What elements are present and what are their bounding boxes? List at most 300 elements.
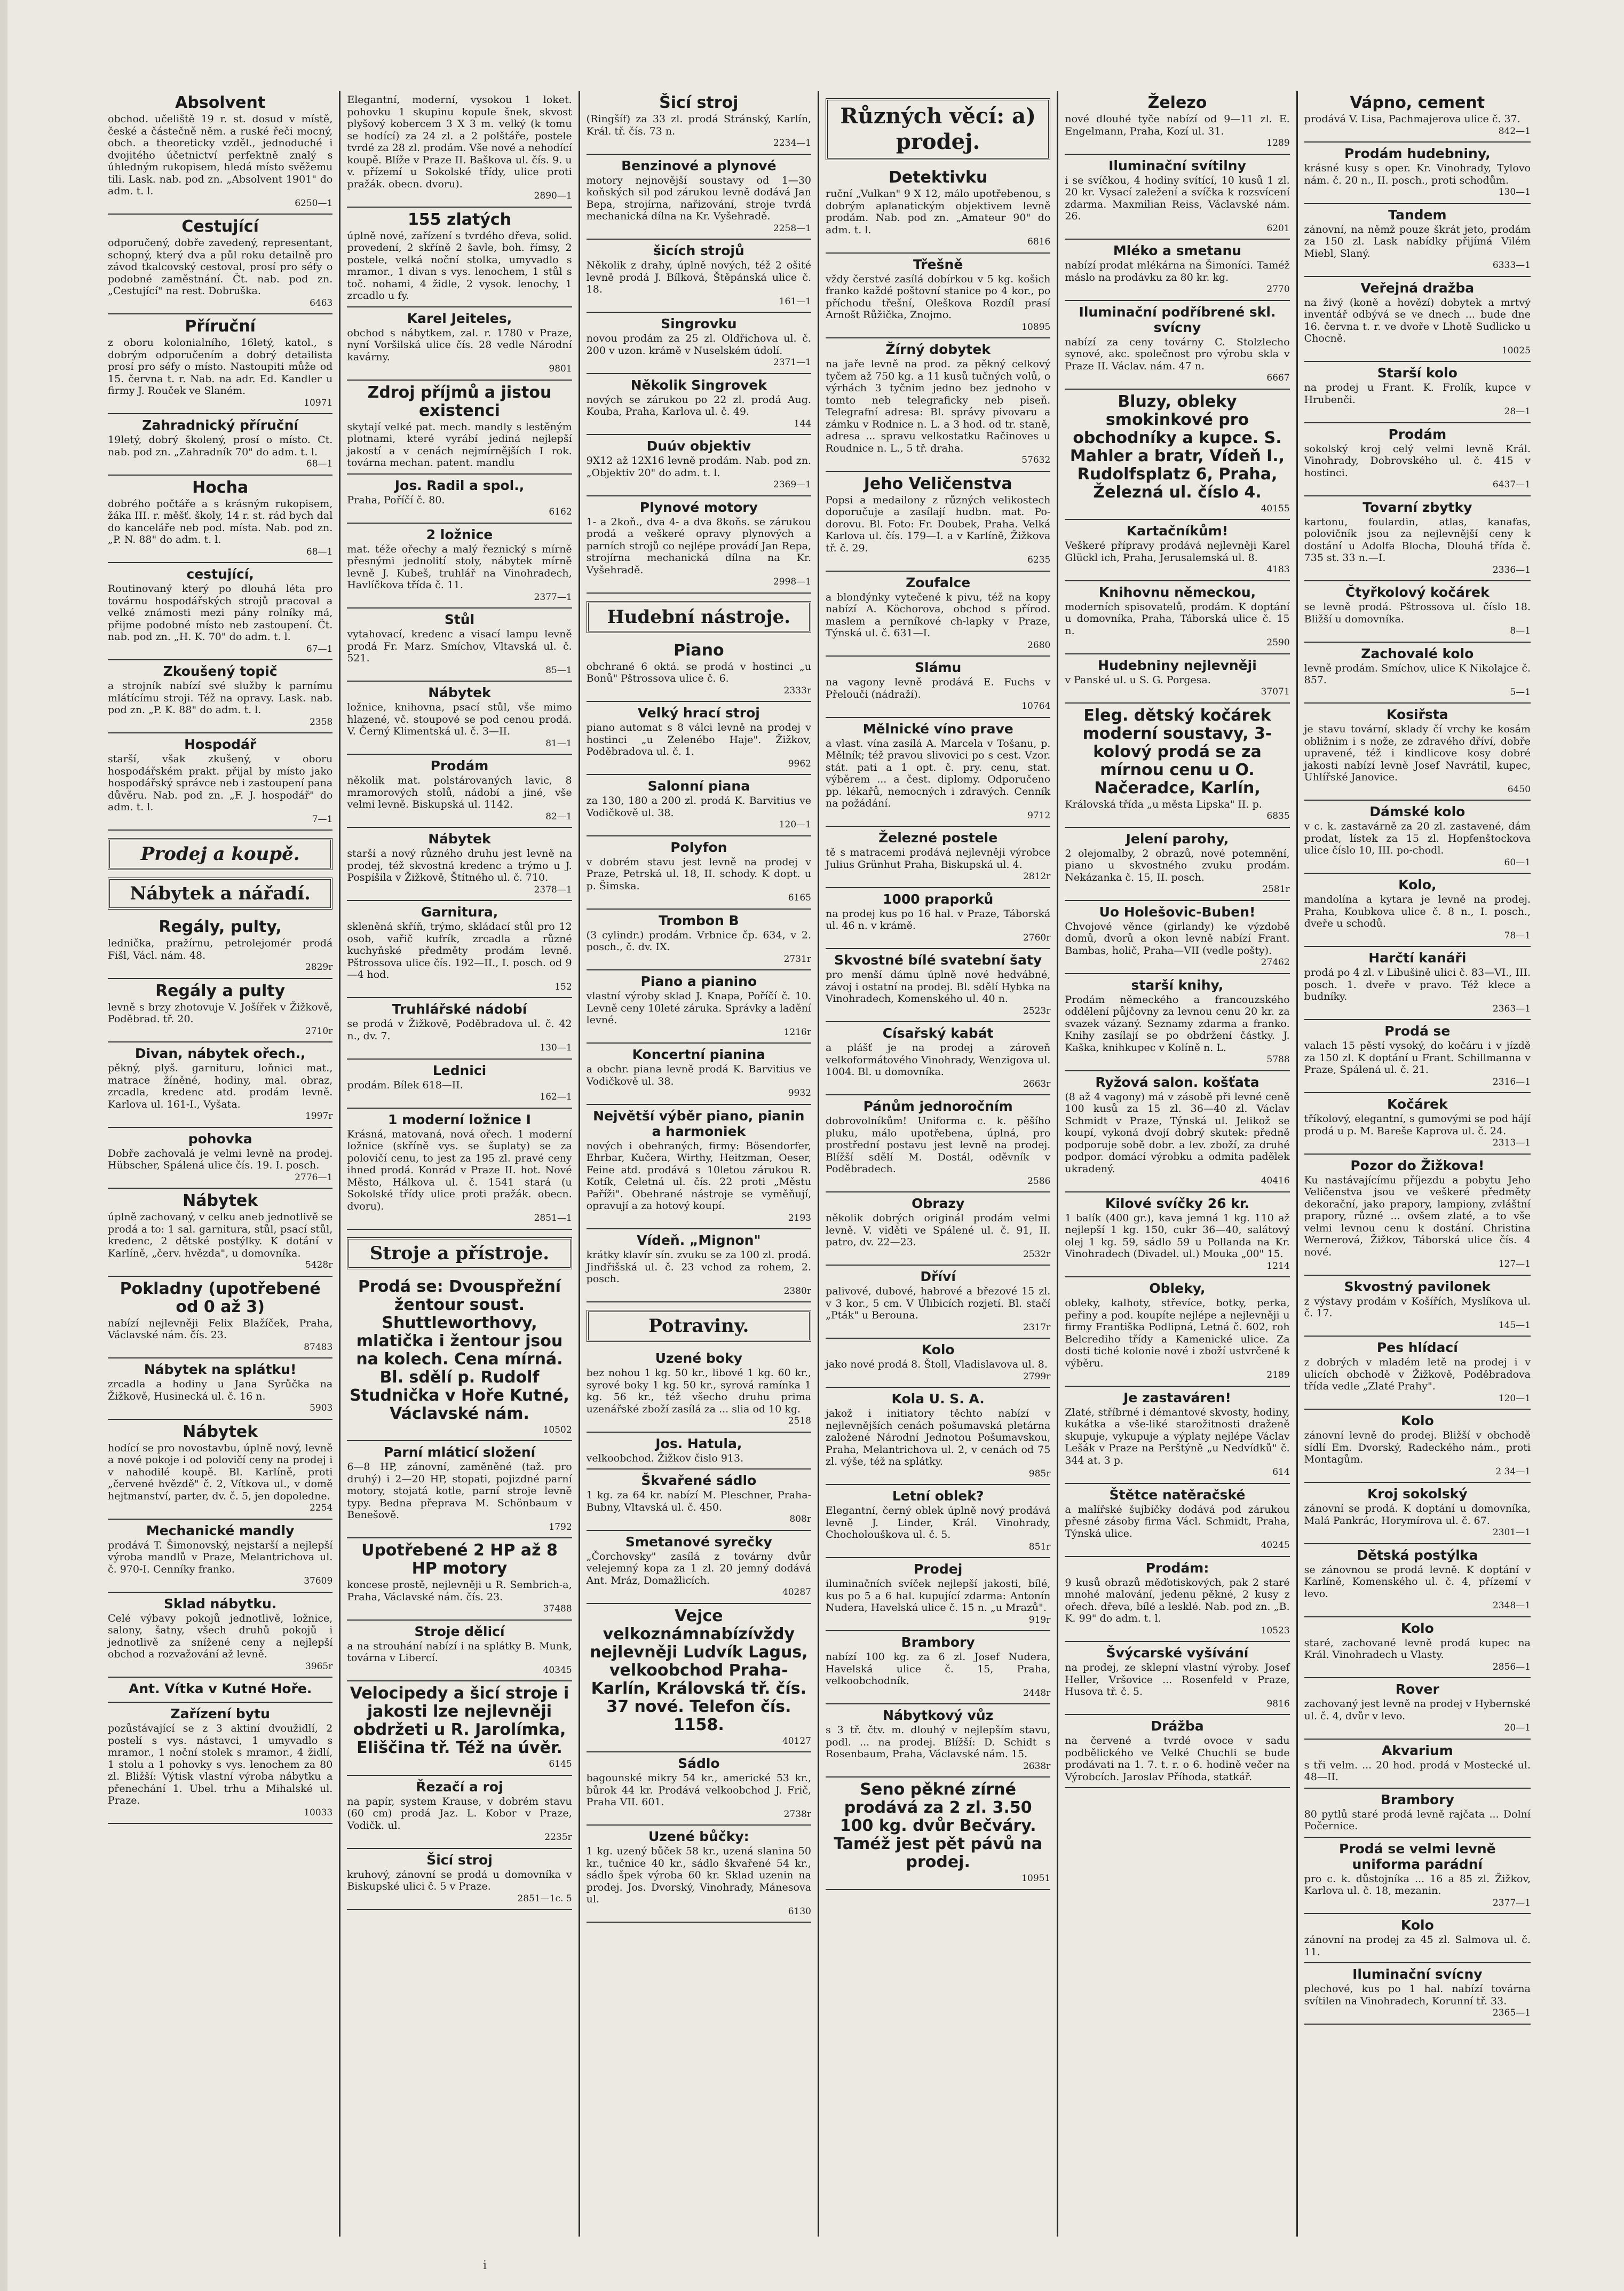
- ad-body: prodává T. Šimonovský, nejstarší a nejlepší výroba mandlů v Praze, Melantrichova ul. č. 970-I. Cenníky franko.: [108, 1539, 333, 1575]
- ad-headline: Iluminační svícny: [1352, 1966, 1483, 1982]
- ad-reference-number: 6437—1: [1492, 479, 1531, 490]
- ad-reference-number: 6835: [1266, 811, 1290, 821]
- ad-body: 2 olejomalby, 2 obrazů, nové potemnění, piano u skvostného zvuku prodám. Nekázanka č. 15, II. posch.: [1065, 847, 1290, 883]
- ad-body: v c. k. zastavárně za 20 zl. zastavené, dám prodat, lístek za 15 zl. Hopfenštockova ulice číslo 10, III. po-chodl.: [1304, 820, 1531, 856]
- classified-ad: [1065, 1642, 1289, 1715]
- ad-body: několik dobrých originál prodám velmi levně. V. viděti ve Spálené ul. č. 91, II. patro, dv. 22—23.: [826, 1212, 1051, 1248]
- ad-body: zánovní na prodej za 45 zl. Salmova ul. č. 11.: [1304, 1934, 1531, 1958]
- ad-headline: Brambory: [901, 1634, 975, 1650]
- ad-body: zánovní se prodá. K doptání u domovníka, Malá Pankrác, Horymírova ul. č. 67.: [1304, 1503, 1531, 1527]
- ad-reference-number: 87483: [304, 1341, 333, 1353]
- ad-headline: Zdroj příjmů a jistou existenci: [367, 383, 552, 420]
- ad-headline: Žírný dobytek: [885, 342, 991, 357]
- ad-headline: Eleg. dětský kočárek moderní soustavy, 3-kolový prodá se za mírnou cenu u O. Načeradce, Karlín,: [1082, 706, 1272, 797]
- ad-headline: Kolo: [1400, 1917, 1434, 1933]
- classified-ad: [108, 1358, 332, 1420]
- ad-body: Prodám německého a francouzského oddělení půjčovny za levnou cenu 20 kr. za svazek vázaný. Seznamy zdarma a franko. Knihy zasílají se po obdržení částky. J. Kaška, knihkupec v Kolíně n. L.: [1065, 993, 1290, 1054]
- ad-headline: Koncertní pianina: [632, 1047, 766, 1062]
- classified-ad: [108, 1042, 332, 1128]
- ad-reference-number: 57632: [1021, 455, 1051, 465]
- classified-ad: [587, 1433, 811, 1470]
- ad-headline: Rover: [1395, 1681, 1439, 1697]
- classified-ad: [347, 1681, 572, 1776]
- classified-ad: [587, 910, 811, 971]
- ad-body: valach 15 pěstí vysoký, do kočáru i v jízdě za 150 zl. K doptání u Frant. Schillmanna v Praze, Spálená ul. č. 21.: [1304, 1040, 1531, 1076]
- classified-ad: [108, 1128, 332, 1189]
- ad-reference-number: 60—1: [1504, 857, 1531, 868]
- folio-mark: i: [483, 2259, 487, 2272]
- ad-body: a plášť je na prodej a zároveň velkoformátového Vinohrady, Wenzigova ul. 1004. Bl. u domovníka.: [826, 1042, 1051, 1078]
- ad-reference-number: 2829r: [305, 962, 333, 973]
- ad-headline: Hocha: [192, 478, 249, 497]
- classified-ad: [108, 660, 332, 733]
- classified-ad: [1065, 155, 1289, 240]
- ad-body: Zlaté, stříbrné i démantové skvosty, hodiny, kukátka a vše-liké starožitnosti draženě skupuje, vykupuje a výplaty nejlépe Václav Lešák v Praze na Perštýně „u Nedvídků" č. 344 at. 3 p.: [1065, 1406, 1290, 1466]
- classified-ad: [108, 476, 332, 564]
- ad-body: 80 pytlů staré prodá levně rajčata ... Dolní Počernice.: [1304, 1808, 1531, 1832]
- ad-reference-number: 144: [794, 418, 811, 429]
- ad-headline: Starší kolo: [1377, 365, 1457, 381]
- classified-ad: [587, 435, 811, 496]
- ad-body: mat. téže ořechy a malý řeznický s mírně přesnými jednolití stoly, nábytek mírně levně J. Kubeš, truhlář na Vinohradech, Havlíčkova třída č. 11.: [347, 543, 572, 591]
- ad-body: Chvojové věnce (girlandy) ke výzdobě domů, dvorů a okon levně nabízí Frant. Bambas, holič, Praha—VII (vedle pošty).: [1065, 920, 1290, 957]
- ad-reference-number: 985r: [1028, 1468, 1051, 1479]
- ad-headline: Pes hlídací: [1376, 1340, 1458, 1355]
- classified-ad: [347, 1538, 572, 1621]
- ad-headline: Brambory: [1380, 1791, 1454, 1807]
- ad-body: Královská třída „u města Lipska" II. p.: [1065, 798, 1262, 810]
- classified-ad: [826, 1631, 1050, 1704]
- ad-body: koncese prostě, nejlevněji u R. Sembrich-a, Praha, Václavské nám. čís. 23.: [347, 1579, 572, 1603]
- ad-reference-number: 2189: [1266, 1370, 1290, 1380]
- classified-ad: [826, 888, 1050, 950]
- ad-body: pro c. k. důstojníka ... 16 a 85 zl. Žižkov, Karlova ul. č. 18, mezanin.: [1304, 1873, 1531, 1897]
- ad-headline: Dříví: [920, 1269, 956, 1284]
- ad-body: se zánovnou se prodá levně. K doptání v Karlíně, Komenského ul. č. 4, přízemí v levo.: [1304, 1563, 1531, 1600]
- ad-headline: Kilové svíčky 26 kr.: [1105, 1195, 1250, 1211]
- ad-reference-number: 2380r: [783, 1285, 811, 1297]
- classified-ad: [347, 609, 572, 682]
- ad-headline: Prodej: [914, 1561, 963, 1577]
- ad-headline: Skvostné bílé svatební šaty: [834, 952, 1042, 968]
- ad-headline: Zařízení bytu: [170, 1706, 270, 1721]
- ad-body: tříkolový, elegantní, s gumovými se pod hájí prodá u p. M. Bareše Kaprova ul. č. 24.: [1304, 1113, 1531, 1137]
- classified-ad: [1065, 1557, 1289, 1642]
- ad-reference-number: 919r: [1028, 1614, 1051, 1625]
- classified-ad: [108, 91, 332, 215]
- ad-body: z oboru kolonialního, 16letý, katol., s dobrým odporučením a dobrý detailista prosí pro séfy o místo. Nastoupiti může od 15. června t. r. Nab. na adr. Ed. Kandler u firmy J. Rouček ve Slaném.: [108, 337, 333, 397]
- classified-ad: [347, 1776, 572, 1849]
- classified-ad: [347, 755, 572, 828]
- ad-reference-number: 2371—1: [773, 357, 811, 368]
- ad-body: úplně nové, zařízení s tvrdého dřeva, solid. provedení, 2 skříně 2 šavle, boh. římsy, 2 postele, velká noční stolka, umyvadlo s mramor., 1 divan s vys. lenochem, 1 stůl s toč. nohami, 4 židle, 2 vysok. lenochy, 1 zrcadlo u fy.: [347, 230, 572, 302]
- ad-headline: Absolvent: [175, 93, 266, 112]
- ad-headline: Mechanické mandly: [146, 1522, 295, 1538]
- ad-headline: Prodám hudebniny,: [1344, 146, 1491, 161]
- ad-body: ruční „Vulkan" 9 X 12, málo upotřebenou, s dobrým aplanatickým objektivem levně prodám. Nab. pod zn. „Amateur 90" do adm. t. l.: [826, 188, 1051, 236]
- classified-ad: [1304, 704, 1531, 801]
- column-6: [1298, 91, 1537, 2237]
- ad-headline: Iluminační podříbrené skl. svícny: [1079, 304, 1276, 335]
- ad-headline: Prodám: [1388, 426, 1447, 442]
- classified-ad: [347, 998, 572, 1060]
- ad-body: Popsi a medailony z různých velikostech doporučuje a zasílají hudbn. mat. Po-dorovu. Bl. Foto: Fr. Doubek, Praha. Velká Karlova ul. čís. 179—I. a v Karlíně, Žižkova tř. č. 29.: [826, 494, 1051, 554]
- ad-headline: Jelení parohy,: [1126, 831, 1229, 847]
- section-heading: Potraviny.: [587, 1310, 811, 1342]
- classified-ad: [587, 1347, 811, 1433]
- ad-reference-number: 40416: [1261, 1175, 1290, 1186]
- ad-headline: Zoufalce: [906, 574, 971, 590]
- classified-ad: [826, 1388, 1050, 1485]
- column-5: [1058, 91, 1297, 2237]
- classified-ad: [1304, 143, 1531, 204]
- ad-headline: Několik Singrovek: [630, 377, 767, 393]
- classified-ad: [1304, 1337, 1531, 1410]
- classified-ad: [347, 828, 572, 901]
- classified-ad: [587, 91, 811, 155]
- ad-headline: Nábytek: [428, 685, 491, 700]
- ad-reference-number: 6333—1: [1492, 260, 1531, 271]
- ad-reference-number: 1216r: [783, 1026, 811, 1038]
- classified-ad: [108, 563, 332, 660]
- ad-reference-number: 6667: [1266, 373, 1290, 383]
- ad-body: plechové, kus po 1 hal. nabízí továrna svítilen na Vinohradech, Korunní tř. 33.: [1304, 1983, 1531, 2007]
- ad-reference-number: 6130: [788, 1906, 811, 1917]
- classified-ad: [1065, 390, 1289, 520]
- ad-reference-number: 152: [554, 981, 572, 992]
- classified-ad: [1304, 581, 1531, 643]
- ad-reference-number: 2301—1: [1492, 1527, 1531, 1538]
- ad-reference-number: 2235r: [544, 1832, 572, 1843]
- classified-ad: [1304, 947, 1531, 1020]
- ad-reference-number: 3965r: [305, 1661, 333, 1672]
- ad-body: 1 kg. za 64 kr. nabízí M. Pleschner, Praha-Bubny, Vltavská ul. č. 450.: [586, 1489, 811, 1513]
- ad-body: na papír, system Krause, v dobrém stavu (60 cm) prodá Jaz. L. Kobor v Praze, Vodičk. ul.: [347, 1795, 572, 1831]
- ad-body: pozůstávající se z 3 aktiní dvoužidlí, 2 postelí s vys. nástavci, 1 umyvadlo s mramor., 1 noční stolek s mramor., 4 židlí, 1 stolu a 1 pohovky s vys. lenochem za 80 zl. Bližší: Výtisk vlastní výroba nábytku a přenechání 1. Ubel. trhu a Mihalské ul. Praze.: [108, 1723, 333, 1806]
- ad-body: 9 kusů obrazů měďotiskových, pak 2 staré mnohé malování, jedenu pěkné, 2 kusy z ořech. dřeva, bílé a lesklé. Nab. pod zn. „B. K. 99" do adm. t. l.: [1065, 1576, 1290, 1624]
- ad-headline: Stroje dělicí: [414, 1623, 505, 1639]
- ad-body: zrcadla a hodiny u Jana Syrůčka na Žižkově, Husinecká ul. č. 16 n.: [108, 1378, 333, 1402]
- ad-reference-number: 120—1: [1498, 1393, 1531, 1404]
- ad-headline: Prodá se: [1384, 1023, 1451, 1039]
- ad-body: z výstavy prodám v Košířích, Myslíkova ul. č. 17.: [1304, 1295, 1531, 1319]
- ad-headline: Prodá se: Dvouspřežní žentour soust. Shuttleworthovy, mlatička i žentour jsou na kolech. Cena mírná. Bl. sdělí p. Rudolf Studnička v Hoře Kutné, Václavské nám.: [350, 1277, 569, 1423]
- classified-ad: [826, 1778, 1050, 1890]
- classified-ad: [587, 970, 811, 1044]
- ad-body: úplně zachovaný, v celku aneb jednotlivě se prodá a to: 1 sal. garnitura, stůl, psací stůl, kredenc, 2 dětské postýlky. K dotání v Karlíně, „červ. hvězda", u domovníka.: [108, 1211, 333, 1259]
- classified-ad: [1304, 1483, 1531, 1544]
- ad-headline: Dámské kolo: [1369, 804, 1465, 819]
- ad-headline: Salonní piana: [647, 778, 750, 794]
- classified-ad: [826, 254, 1050, 339]
- classified-ad: [826, 1266, 1050, 1339]
- classified-ad: [587, 702, 811, 775]
- ad-headline: Duúv objektiv: [646, 438, 751, 454]
- ad-headline: Singrovku: [661, 316, 737, 331]
- ad-body: sokolský kroj celý velmi levně Král. Vinohrady, Dobrovského ul. č. 415 v hostinci.: [1304, 443, 1531, 479]
- classified-ad: [1304, 1544, 1531, 1617]
- ad-reference-number: 2313—1: [1492, 1137, 1531, 1148]
- classified-ad: [587, 1826, 811, 1923]
- ad-headline: 1 moderní ložnice I: [387, 1111, 531, 1127]
- ad-headline: Největší výběr piano, pianin a harmoniek: [593, 1108, 805, 1139]
- classified-ad: [1304, 1410, 1531, 1483]
- ad-body: a vlast. vína zasílá A. Marcela v Tošanu, p. Mělník; též pravou slivovici po s cest. Vzor. stát. pati a 1 opt. č. pry. cenu, stat. výběrem ... a čest. diplomy. Odporučeno pp. lékařů, nemocných i zdravých. Cenník na požádání.: [826, 737, 1051, 809]
- ad-headline: Bluzy, obleky smokinkové pro obchodníky a kupce. S. Mahler a bratr, Vídeň I., Rudolfsplatz 6, Praha, Železná ul. číslo 4.: [1070, 392, 1285, 502]
- ad-body: se levně prodá. Pštrossova ul. číslo 18. Bližší u domovníka.: [1304, 601, 1531, 625]
- ad-body: a malířské šujbíčky dodává pod zárukou přesné zásoby firma Václ. Schmidt, Praha, Týnská ulice.: [1065, 1503, 1290, 1539]
- ad-headline: Truhlářské nádobí: [392, 1001, 527, 1017]
- ad-reference-number: 808r: [789, 1514, 811, 1524]
- ad-headline: Ant. Vítka v Kutné Hoře.: [128, 1681, 312, 1696]
- section-heading: Různých věcí: a) prodej.: [826, 98, 1050, 160]
- classified-ad: [108, 1189, 332, 1277]
- ad-reference-number: 10764: [1021, 701, 1051, 712]
- ad-body: prodává V. Lisa, Pachmajerova ulice č. 37.: [1304, 113, 1520, 125]
- ad-reference-number: 6162: [549, 507, 572, 517]
- classified-ad: [347, 1441, 572, 1538]
- ad-headline: Šicí stroj: [659, 93, 739, 112]
- classified-ad: [826, 165, 1050, 254]
- ad-headline: cestující,: [186, 566, 254, 582]
- ad-reference-number: 6816: [1027, 236, 1051, 247]
- ad-reference-number: 1792: [549, 1521, 572, 1532]
- ad-body: zánovní levně do prodej. Bližší v obchodě sídlí Em. Dvorský, Radeckého nám., proti Montagům.: [1304, 1429, 1531, 1465]
- ad-headline: Regály, pulty,: [159, 918, 282, 936]
- ad-body: je stavu tovární, sklady čí vrchy ke kosám obližnim i s nože, ze zdravého dříví, dobře upravené, též i kindlicove kosy dobré jakosti nabízí levně Josef Navrátil, kupec, Uhlířské Janovice.: [1304, 723, 1531, 783]
- ad-body: nabízí nejlevněji Felix Blažíček, Praha, Václavské nám. čís. 23.: [108, 1317, 333, 1341]
- ad-body: zachovaný jest levně na prodej v Hybernské ul. č. 4, dvůr v levo.: [1304, 1698, 1531, 1722]
- ad-reference-number: 9801: [549, 364, 572, 374]
- classified-ad: [1304, 1617, 1531, 1679]
- ad-headline: Letní oblek?: [892, 1488, 984, 1504]
- ad-reference-number: 130—1: [1498, 187, 1531, 198]
- ad-headline: Kartačníkům!: [1126, 523, 1229, 539]
- ad-body: na prodej, ze sklepní vlastní výroby. Josef Heller, Vršovice ... Rosenfeld v Praze, Husova tř. č. 5.: [1065, 1662, 1290, 1697]
- ad-reference-number: 6450: [1507, 784, 1531, 795]
- ad-body: s 3 tř. čtv. m. dlouhý v nejlepším stavu, podl. ... na prodej. Blížší: D. Schidt s Rosenbaum, Praha, Václavské nám. 15.: [826, 1724, 1051, 1760]
- ad-body: z dobrých v mladém letě na prodej i v ulicích obchodě v Žižkově, Poděbradova třída vedle „Zlaté Prahy".: [1304, 1356, 1531, 1392]
- ad-headline: Benzinové a plynové: [621, 157, 777, 173]
- ad-body: 1 balík (400 gr.), kava jemná 1 kg. 110 až nejlepší 1 kg. 150, cukr 36—40, salátový olej 1 kg. 59, sádlo 59 u Pollanda na Kr. Vinohradech (Divadel. ul.) Mouka „00" 15.: [1065, 1212, 1290, 1260]
- classified-ad: [347, 307, 572, 381]
- ad-reference-number: 6250—1: [295, 198, 333, 209]
- ad-body: mandolína a kytara je levně na prodej. Praha, Koubkova ulice č. 8 n., I. posch., dveře u schodů.: [1304, 894, 1531, 929]
- classified-ad: [1065, 1715, 1289, 1788]
- classified-ad: [1304, 423, 1531, 496]
- ad-headline: Příruční: [185, 317, 256, 336]
- classified-ad: [108, 915, 332, 979]
- classified-ad: [587, 1752, 811, 1826]
- ad-body: na vagony levně prodává E. Fuchs v Přelouči (nádraží).: [826, 676, 1051, 700]
- classified-ad: [347, 682, 572, 755]
- ad-headline: Prodám: [430, 758, 489, 773]
- classified-ad: [587, 1105, 811, 1230]
- classified-ad: [347, 208, 572, 307]
- ad-reference-number: 2254: [310, 1503, 333, 1513]
- ad-body: se prodá v Žižkově, Poděbradova ul. č. 42 n., dv. 7.: [347, 1018, 572, 1042]
- ad-headline: Divan, nábytek ořech.,: [134, 1046, 306, 1061]
- ad-headline: Pokladny (upotřebené od 0 až 3): [120, 1279, 321, 1316]
- classified-ad: [1065, 1192, 1289, 1278]
- classified-ad: [826, 1339, 1050, 1388]
- ad-body: a obchr. piana levně prodá K. Barvitius ve Vodičkově ul. 38.: [586, 1063, 811, 1087]
- ad-headline: Kolo: [1400, 1413, 1434, 1428]
- ad-body: Praha, Poříčí č. 80.: [347, 494, 445, 506]
- ad-headline: Nábytkový vůz: [883, 1708, 994, 1723]
- column-1: [101, 91, 340, 2237]
- ad-body: (Ringšíf) za 33 zl. prodá Stránský, Karlín, Král. tř. čís. 73 n.: [586, 113, 811, 137]
- classified-ad: [587, 775, 811, 836]
- ad-headline: Nábytek: [428, 831, 491, 847]
- ad-headline: Obleky,: [1149, 1281, 1206, 1296]
- classified-ad: [1304, 1020, 1531, 1093]
- ad-headline: Nábytek na splátku!: [144, 1362, 297, 1377]
- classified-ad: [1065, 520, 1289, 581]
- classified-ad: [108, 314, 332, 414]
- ad-headline: Kočárek: [1387, 1096, 1448, 1112]
- ad-reference-number: 2358: [310, 716, 333, 728]
- ad-reference-number: 2799r: [1023, 1371, 1051, 1382]
- ad-reference-number: 40287: [782, 1587, 811, 1598]
- classified-ad: [1304, 1789, 1531, 1838]
- ad-body: kruhový, zánovní se prodá u domovníka v Biskupské ulici č. 5 v Praze.: [347, 1868, 572, 1892]
- ad-body: starší a nový různého druhu jest levně na prodej, též skvostná kredenc a trýmo u J. Pospíšila v Žižkově, Štítného ul. č. 710.: [347, 848, 572, 883]
- ad-reference-number: 2363—1: [1492, 1003, 1531, 1014]
- ad-body: Elegantní, černý oblek úplně nový prodává levně J. Linder, Král. Vinohrady, Chocholouškova ul. č. 5.: [826, 1505, 1051, 1540]
- ad-headline: Jeho Veličenstva: [864, 474, 1012, 493]
- ad-body: a blondýnky vytečené k pivu, též na kopy nabízí A. Köchorova, obchod s přírod. maslem a perníkové ch-lapky v Praze, Týnská ul. č. 631—I.: [826, 591, 1051, 639]
- ad-reference-number: 81—1: [545, 738, 572, 749]
- ad-body: za 130, 180 a 200 zl. prodá K. Barvitius ve Vodičkově ul. 38.: [586, 795, 811, 819]
- ad-reference-number: 27462: [1261, 957, 1290, 968]
- ad-body: „Čorchovsky" zasílá z továrny dvůr velejemný kopa za 1 zl. 20 jemný dodává Ant. Mráz, Domažlicích.: [586, 1550, 811, 1586]
- classified-ad: [587, 240, 811, 313]
- ad-headline: Jos. Radil a spol.,: [394, 477, 525, 493]
- ad-headline: Nábytek: [183, 1191, 258, 1210]
- ad-body: 1- a 2koň., dva 4- a dva 8koňs. se zárukou prodá a veškeré opravy plynových a parních strojů co nejlépe provádí Jan Repa, strojírna mechanická dílna na Kr. Vyšehradě.: [586, 516, 811, 576]
- classified-ad: [108, 1703, 332, 1824]
- ad-headline: Řezačí a roj: [416, 1779, 503, 1795]
- ad-headline: Hudebniny nejlevněji: [1098, 657, 1257, 673]
- ad-body: nabízí 100 kg. za 6 zl. Josef Nudera, Havelská ulice č. 15, Praha, velkoobchodník.: [826, 1651, 1051, 1687]
- classified-ad: [347, 524, 572, 609]
- ad-reference-number: 37488: [543, 1603, 572, 1614]
- ad-body: staré, zachované levně prodá kupec na Král. Vinohradech u Vlasty.: [1304, 1637, 1531, 1661]
- ad-reference-number: 2581r: [1262, 884, 1290, 895]
- ad-reference-number: 6145: [549, 1759, 572, 1769]
- ad-headline: Dětská postýlka: [1357, 1547, 1478, 1563]
- ad-reference-number: 4183: [1266, 564, 1290, 575]
- ad-reference-number: 851r: [1028, 1541, 1051, 1552]
- ad-reference-number: 5428r: [305, 1260, 333, 1270]
- classified-ad: [1065, 1071, 1289, 1192]
- ad-headline: Prodám:: [1145, 1560, 1209, 1576]
- section-heading: Stroje a přístroje.: [347, 1237, 572, 1269]
- ad-headline: Pozor do Žižkova!: [1350, 1157, 1485, 1173]
- ad-body: Dobře zachovalá je velmi levně na prodej. Hübscher, Spálená ulice čís. 19. I. posch.: [108, 1147, 333, 1171]
- ad-body: odporučený, dobře zavedený, representant, schopný, který dva a půl roku detailně pro závod tkalcovský cestoval, prosí pro séfy o podobné zaměstnání. Čt. nab. pod zn. „Cestující" na rest. Dobruška.: [108, 237, 333, 297]
- ad-body: levně prodám. Smíchov, ulice K Nikolajce č. 857.: [1304, 662, 1531, 686]
- ad-reference-number: 2590: [1266, 637, 1290, 648]
- ad-reference-number: 8—1: [1510, 626, 1531, 636]
- ad-reference-number: 10971: [304, 397, 333, 408]
- ad-headline: Slámu: [915, 660, 962, 675]
- classified-ad: [347, 1109, 572, 1230]
- ad-headline: Císařský kabát: [882, 1025, 994, 1041]
- section-heading: Hudební nástroje.: [587, 601, 811, 633]
- ad-headline: Akvarium: [1381, 1742, 1453, 1758]
- ad-body: Veškeré přípravy prodává nejlevněji Karel Glückl ich, Praha, Jerusalemská ul. 8.: [1065, 540, 1290, 564]
- ad-headline: Detektivku: [888, 168, 988, 187]
- ad-reference-number: 68—1: [306, 546, 333, 557]
- ad-body: moderních spisovatelů, prodám. K doptání u domovníka, Praha, Táborská ulice č. 15 n.: [1065, 601, 1290, 637]
- ad-headline: Vápno, cement: [1350, 93, 1485, 112]
- ad-reference-number: 6463: [310, 297, 333, 309]
- classified-ad: [1065, 240, 1289, 301]
- ad-reference-number: 82—1: [545, 811, 572, 822]
- classified-ad: [347, 1060, 572, 1109]
- classified-ad: [587, 1470, 811, 1531]
- ad-headline: Nábytek: [183, 1422, 258, 1441]
- ad-reference-number: 28—1: [1504, 406, 1531, 417]
- ad-body: dobrého počtáře a s krásným rukopisem, žáka III. r. měšť. školy, 14 r. st. rád bych dal do kanceláře neb pod. místa. Nab. pod zn. „P. N. 88" do adm. t. l.: [108, 497, 333, 546]
- ad-body: tě s matracemi prodává nejlevněji výrobce Julius Grünhut Praha, Biskupská ul. 4.: [826, 847, 1051, 871]
- ad-body: nových i obehraných, firmy: Bösendorfer, Ehrbar, Kučera, Wirthy, Heitzman, Oeser, Feine atd. prodává s 10letou zárukou R. Kotík, Celetná ul. čís. 22 proti „Městu Paříži". Obehrané nástroje se vyměňují, opravují a za hotový koupí.: [586, 1140, 811, 1212]
- ad-body: obleky, kalhoty, střevíce, botky, perka, peřiny a pod. koupíte nejlépe a nejlevněji u firmy Františka Podlipná, Letná č. 602, roh Belcrediho třídy a Kamenické ulice. Za dosti tiché kolonie nové i zboží ustvrčené k výběru.: [1065, 1297, 1290, 1369]
- ad-headline: Seno pěkné zírné prodává za 2 zl. 3.50 100 kg. dvůr Bečváry. Taméž jest pět pávů na prodej.: [834, 1780, 1043, 1871]
- ad-headline: 155 zlatých: [407, 210, 512, 229]
- ad-reference-number: 2738r: [783, 1808, 811, 1820]
- ad-body: Celé výbavy pokojů jednotlivě, ložnice, salony, šatny, všech druhů pokojů i jednotlivě za snížené ceny a nejlepší obchod a rozvažování až levně.: [108, 1612, 333, 1660]
- ad-headline: Upotřebené 2 HP až 8 HP motory: [361, 1541, 558, 1578]
- ad-reference-number: 2890—1: [534, 191, 572, 201]
- ad-body: velkoobchod. Žižkov čislo 913.: [586, 1452, 744, 1464]
- ad-headline: Garnitura,: [421, 904, 498, 920]
- ad-reference-number: 9932: [788, 1088, 811, 1099]
- classified-ad: [587, 836, 811, 910]
- ad-headline: Stůl: [444, 612, 475, 627]
- ad-body: prodám. Bílek 618—II.: [347, 1079, 463, 1091]
- ad-reference-number: 2586: [1027, 1175, 1051, 1187]
- ad-headline: Uzené boky: [655, 1350, 742, 1366]
- ad-headline: starší knihy,: [1131, 977, 1224, 993]
- ad-reference-number: 130—1: [540, 1042, 572, 1053]
- ad-body: skytají velké pat. mech. mandly s lestěným plotnami, které vyrábí jediná nejlepší jakostí a v cenách nejmírnějších I rok. továrna mechan. patent. mandlu: [347, 421, 572, 469]
- classified-ad: [587, 1531, 811, 1604]
- classified-ad: [826, 1485, 1050, 1558]
- ad-reference-number: 2258—1: [773, 223, 811, 234]
- ad-body: starší, však zkušený, v oboru hospodářském prakt. přijal by místo jako hospodářský správce neb i zastoupení pana důvěru. Nab. pod zn. „F. J. hospodář" do adm. t. l.: [108, 753, 333, 813]
- ad-headline: Piano a pianino: [640, 974, 757, 989]
- classified-ad: [108, 215, 332, 314]
- ad-headline: Tovarní zbytky: [1362, 499, 1472, 515]
- classified-ad: [587, 1229, 811, 1302]
- ad-headline: Trombon B: [659, 912, 739, 928]
- section-heading: Nábytek a nářadí.: [108, 878, 332, 910]
- ad-reference-number: 2378—1: [534, 884, 572, 895]
- ad-headline: Velocipedy a šicí stroje i jakosti lze nejlevněji obdržeti u R. Jarolímka, Eliščina tř. Též na úvěr.: [350, 1684, 569, 1757]
- classified-ad: [1065, 654, 1289, 704]
- ad-reference-number: 145—1: [1498, 1320, 1531, 1331]
- ad-body: dobrovolníkům! Uniforma c. k. pěšího pluku, málo upotřebena, úplná, pro prostřední postavu jest levně na prodej. Blížší sdělí M. Dostál, oděvník v Poděbradech.: [826, 1115, 1051, 1175]
- classified-ad: [108, 979, 332, 1043]
- classified-ad: [1065, 974, 1289, 1071]
- classified-ad: [826, 949, 1050, 1022]
- ad-reference-number: 120—1: [779, 819, 811, 830]
- ad-reference-number: 2851—1: [534, 1213, 572, 1223]
- ad-reference-number: 7—1: [312, 813, 333, 825]
